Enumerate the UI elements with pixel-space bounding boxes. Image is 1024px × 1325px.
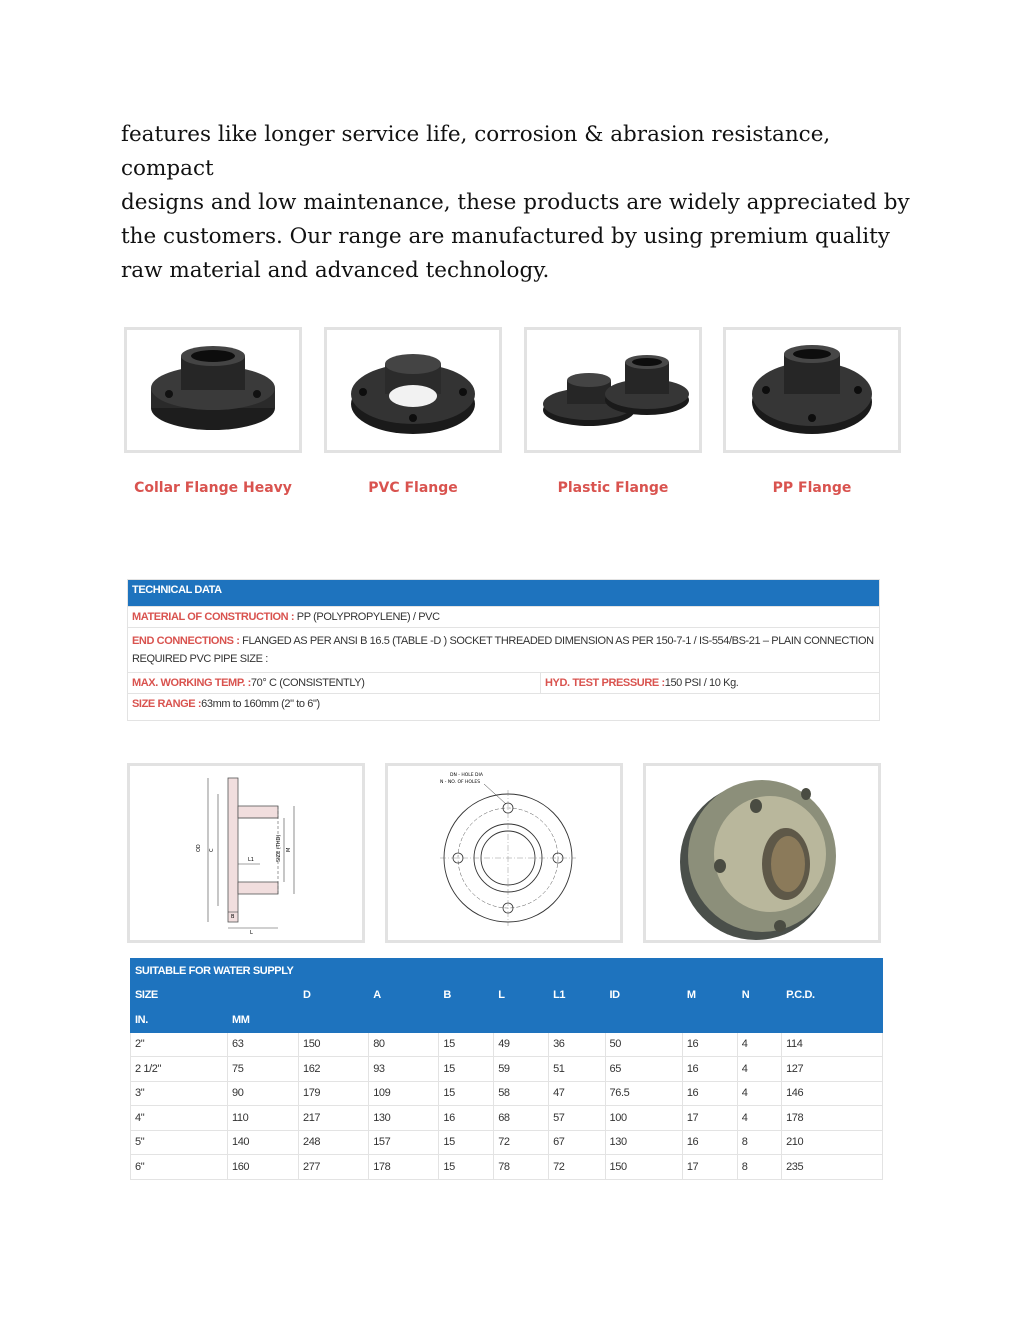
col-header: L (494, 959, 549, 1033)
material-label: MATERIAL OF CONSTRUCTION : (132, 611, 295, 623)
table-cell: 49 (494, 1032, 549, 1057)
table-cell: 80 (369, 1032, 439, 1057)
table-cell: 76.5 (605, 1081, 682, 1106)
product-label[interactable]: PP Flange (772, 480, 852, 496)
table-title: SUITABLE FOR WATER SUPPLY (131, 959, 299, 984)
table-cell: 59 (494, 1057, 549, 1082)
table-cell: 78 (494, 1155, 549, 1180)
table-cell: 15 (439, 1081, 494, 1106)
table-cell: 157 (369, 1130, 439, 1155)
table-cell: 65 (605, 1057, 682, 1082)
table-cell: 217 (299, 1106, 369, 1131)
table-cell: 3" (131, 1081, 228, 1106)
table-cell: 15 (439, 1155, 494, 1180)
product-label[interactable]: PVC Flange (368, 480, 458, 496)
front-view-drawing (385, 763, 623, 943)
table-cell: 130 (369, 1106, 439, 1131)
size-range-label: SIZE RANGE : (132, 698, 202, 710)
table-cell: 68 (494, 1106, 549, 1131)
table-cell: 16 (682, 1081, 737, 1106)
table-cell: 72 (494, 1130, 549, 1155)
table-cell: 57 (549, 1106, 605, 1131)
table-cell: 140 (228, 1130, 299, 1155)
table-cell: 47 (549, 1081, 605, 1106)
table-cell: 6" (131, 1155, 228, 1180)
table-cell: 16 (682, 1057, 737, 1082)
table-cell: 75 (228, 1057, 299, 1082)
table-row (131, 1155, 883, 1180)
product-label[interactable]: Plastic Flange (557, 480, 669, 496)
table-cell: 15 (439, 1130, 494, 1155)
table-cell: 235 (782, 1155, 883, 1180)
table-cell: 109 (369, 1081, 439, 1106)
size-range-value: 63mm to 160mm (2" to 6") (201, 698, 320, 710)
pressure-label: HYD. TEST PRESSURE : (545, 677, 665, 689)
col-header: ID (605, 959, 682, 1033)
table-cell: 248 (299, 1130, 369, 1155)
table-cell: 4 (737, 1032, 781, 1057)
pressure-value: 150 PSI / 10 Kg. (664, 677, 739, 689)
table-cell: 210 (782, 1130, 883, 1155)
intro-line: designs and low maintenance, these products are widely appreciated by (121, 190, 910, 215)
table-cell: 16 (439, 1106, 494, 1131)
temp-value: 70° C (CONSISTENTLY) (250, 677, 365, 689)
table-cell: 160 (228, 1155, 299, 1180)
table-cell: 58 (494, 1081, 549, 1106)
end-connections-row (128, 628, 880, 673)
col-header: L1 (549, 959, 605, 1033)
table-cell: 90 (228, 1081, 299, 1106)
col-header: N (737, 959, 781, 1033)
table-cell: 15 (439, 1032, 494, 1057)
col-header: B (439, 959, 494, 1033)
intro-line: the customers. Our range are manufactured by using premium quality (121, 224, 890, 249)
table-cell: 4 (737, 1081, 781, 1106)
table-cell: 277 (299, 1155, 369, 1180)
end-connections-value: FLANGED AS PER ANSI B 16.5 (TABLE -D ) SOCKET THREADED DIMENSION AS PER 150-7-1 / IS-554/BS-21 – PLAIN CONNECTION REQUIRED PVC PIPE SIZE : (132, 635, 874, 665)
size-header: SIZE (131, 983, 299, 1008)
table-cell: 178 (782, 1106, 883, 1131)
table-cell: 162 (299, 1057, 369, 1082)
table-cell: 4 (737, 1106, 781, 1131)
dimensions-table (130, 958, 883, 1180)
table-cell: 15 (439, 1057, 494, 1082)
l1-label: L1 (248, 857, 254, 863)
table-row (131, 1032, 883, 1057)
table-cell: 50 (605, 1032, 682, 1057)
table-cell: 2 1/2" (131, 1057, 228, 1082)
table-cell: 150 (299, 1032, 369, 1057)
b-label: B (231, 914, 235, 920)
col-header: P.C.D. (782, 959, 883, 1033)
od-label: OD (196, 844, 202, 852)
col-in-header: IN. (131, 1008, 228, 1033)
table-cell: 146 (782, 1081, 883, 1106)
table-cell: 127 (782, 1057, 883, 1082)
table-cell: 72 (549, 1155, 605, 1180)
intro-line: features like longer service life, corrosion & abrasion resistance, compact (121, 122, 831, 181)
table-cell: 150 (605, 1155, 682, 1180)
table-cell: 114 (782, 1032, 883, 1057)
table-cell: 4 (737, 1057, 781, 1082)
table-cell: 16 (682, 1130, 737, 1155)
table-cell: 63 (228, 1032, 299, 1057)
table-cell: 51 (549, 1057, 605, 1082)
table-cell: 4" (131, 1106, 228, 1131)
size-thd-label: SIZE (THD) (276, 834, 282, 862)
pvc-flange-image[interactable] (324, 327, 502, 453)
technical-data-table (127, 579, 880, 721)
size-range-row (128, 694, 880, 721)
pressure-cell (541, 673, 880, 694)
table-cell: 16 (682, 1032, 737, 1057)
flange-3d-render (643, 763, 881, 943)
material-row (128, 607, 880, 628)
table-row (131, 1130, 883, 1155)
l-label: L (250, 930, 253, 936)
table-cell: 130 (605, 1130, 682, 1155)
table-cell: 2" (131, 1032, 228, 1057)
temp-label: MAX. WORKING TEMP. : (132, 677, 251, 689)
table-cell: 93 (369, 1057, 439, 1082)
col-header: M (682, 959, 737, 1033)
intro-line: raw material and advanced technology. (121, 258, 550, 283)
pp-flange-image[interactable] (723, 327, 901, 453)
end-connections-label: END CONNECTIONS : (132, 635, 240, 647)
table-cell: 110 (228, 1106, 299, 1131)
plastic-flange-image[interactable] (524, 327, 702, 453)
table-cell: 100 (605, 1106, 682, 1131)
product-label[interactable]: Collar Flange Heavy (134, 480, 292, 496)
no-of-holes-label: N - NO. OF HOLES (440, 780, 481, 785)
col-header: A (369, 959, 439, 1033)
c-label: C (209, 848, 215, 852)
intro-paragraph (121, 118, 921, 288)
technical-data-header: TECHNICAL DATA (128, 580, 880, 607)
collar-flange-heavy-image[interactable] (124, 327, 302, 453)
material-value: PP (POLYPROPYLENE) / PVC (294, 611, 440, 623)
m-label: M (286, 847, 292, 852)
table-cell: 5" (131, 1130, 228, 1155)
col-header: D (299, 959, 369, 1033)
hole-dia-label: DN - HOLE DIA (450, 773, 483, 778)
temp-cell (128, 673, 541, 694)
side-section-drawing (127, 763, 365, 943)
table-row (131, 1081, 883, 1106)
table-cell: 8 (737, 1130, 781, 1155)
table-cell: 17 (682, 1106, 737, 1131)
table-cell: 17 (682, 1155, 737, 1180)
table-cell: 36 (549, 1032, 605, 1057)
col-mm-header: MM (228, 1008, 299, 1033)
table-cell: 178 (369, 1155, 439, 1180)
table-cell: 8 (737, 1155, 781, 1180)
table-cell: 67 (549, 1130, 605, 1155)
table-cell: 179 (299, 1081, 369, 1106)
table-row (131, 1106, 883, 1131)
table-row (131, 1057, 883, 1082)
